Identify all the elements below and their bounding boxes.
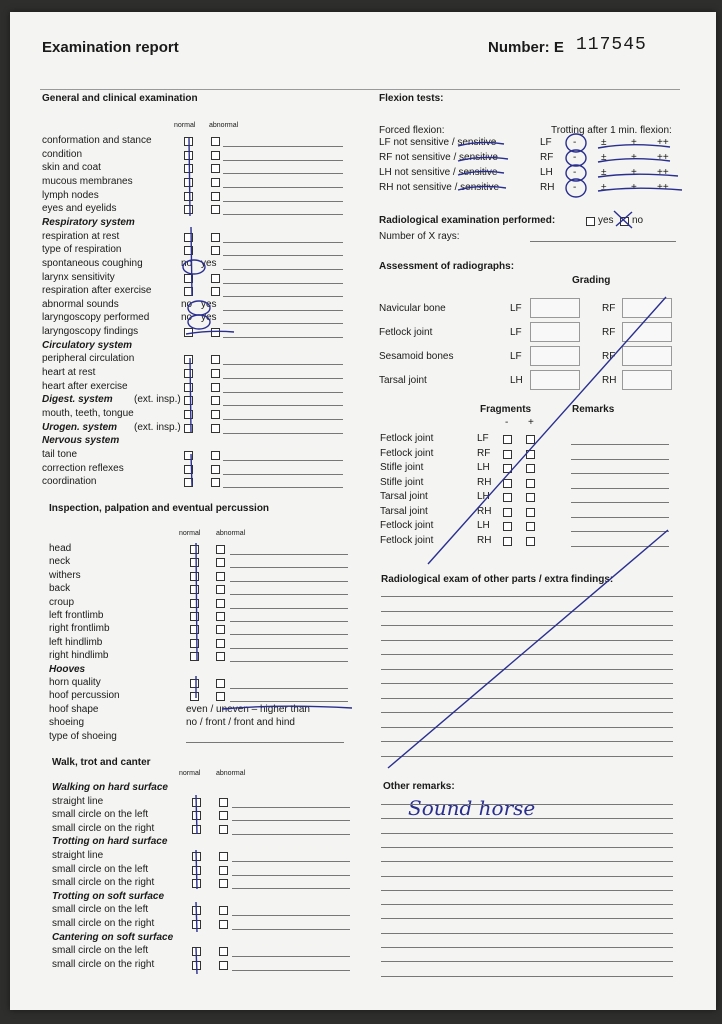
pen-tick-canter (196, 948, 197, 974)
general-row-label: coordination (42, 476, 97, 488)
general-row-label: heart at rest (42, 367, 96, 379)
fragment-row-leg: LH (477, 462, 490, 473)
inspection-row-label: Hooves (49, 663, 86, 675)
assessment-heading: Assessment of radiographs: (379, 261, 515, 272)
flexion-grade[interactable]: - (573, 167, 577, 178)
inspection-row-label: horn quality (49, 677, 101, 688)
inspection-row-label: hoof shape (49, 703, 99, 715)
walk-row-label: Trotting on soft surface (52, 890, 165, 902)
assessment-left-leg: LF (510, 351, 522, 362)
walk-col-normal: normal (179, 770, 201, 777)
assessment-right-leg: RF (602, 303, 616, 314)
flexion-row-leg: LH (540, 167, 553, 178)
options-text: no / front / front and hind (186, 717, 295, 729)
fragments-minus-label: - (505, 417, 509, 428)
fragment-row-label: Fetlock joint (380, 520, 434, 531)
flexion-grade[interactable]: + (631, 137, 637, 148)
pen-tick-general (189, 138, 190, 216)
inspection-row-label: back (49, 583, 71, 595)
pen-circle-laryngoscopy (188, 315, 210, 329)
flexion-grade[interactable]: ++ (657, 167, 669, 178)
inspection-col-normal: normal (179, 530, 201, 537)
report-number-label: Number: E (488, 39, 564, 56)
report-number: 117545 (576, 35, 647, 55)
fragment-row-label: Stifle joint (380, 476, 424, 488)
general-row-label: Respiratory system (42, 216, 135, 228)
general-row-label: conformation and stance (42, 135, 152, 146)
walk-row-label: small circle on the right (52, 918, 155, 929)
walk-row-label: small circle on the right (52, 822, 155, 834)
inspection-col-abnormal: abnormal (216, 530, 246, 537)
pen-tick-walking (196, 795, 197, 834)
answer-no[interactable]: no (181, 312, 193, 324)
inspection-row-label: right frontlimb (49, 623, 110, 635)
general-row-label: tail tone (42, 448, 78, 460)
walk-row-label: straight line (52, 795, 104, 807)
radiological-no-label: no (632, 215, 644, 226)
trotting-flexion-label: Trotting after 1 min. flexion: (551, 125, 672, 136)
assessment-left-leg: LH (510, 375, 523, 386)
pen-tick-circulatory (190, 358, 191, 432)
other-parts-heading: Radiological exam of other parts / extra findings: (381, 574, 614, 585)
flexion-grade[interactable]: ± (601, 167, 607, 178)
general-heading: General and clinical examination (42, 93, 198, 104)
flexion-grade[interactable]: + (631, 167, 637, 178)
pen-circle-sounds (188, 301, 210, 315)
general-row-label: laryngoscopy findings (42, 326, 139, 338)
report-sheet (10, 12, 716, 1010)
flexion-row-leg: RF (540, 152, 554, 163)
flexion-grade[interactable]: + (631, 182, 637, 193)
general-row-label: Circulatory system (42, 339, 133, 351)
pen-marks (10, 12, 716, 1010)
fragment-row-label: Fetlock joint (380, 433, 434, 444)
general-row-label: respiration at rest (42, 230, 120, 242)
inspection-row-label: shoeing (49, 717, 85, 729)
inspection-row-label: left hindlimb (49, 636, 103, 648)
general-row-label: condition (42, 148, 83, 160)
assessment-left-leg: LF (510, 303, 522, 314)
assessment-left-leg: LF (510, 327, 522, 338)
remarks-heading: Remarks (572, 404, 615, 415)
answer-yes[interactable]: yes (201, 312, 217, 324)
general-row-label: correction reflexes (42, 462, 124, 474)
pen-tick-soft (196, 902, 197, 932)
answer-yes[interactable]: yes (201, 257, 217, 269)
general-row-extra: (ext. insp.) (134, 394, 181, 406)
assessment-row-label: Navicular bone (379, 303, 446, 314)
inspection-row-label: type of shoeing (49, 730, 117, 742)
general-row-label: Urogen. system (42, 421, 118, 433)
inspection-row-label: head (49, 543, 72, 554)
walk-row-label: small circle on the left (52, 809, 149, 821)
inspection-row-label: right hindlimb (49, 650, 109, 662)
walk-row-label: small circle on the left (52, 863, 149, 875)
general-col-normal: normal (174, 122, 196, 129)
options-text: even / uneven – higher than (186, 703, 310, 715)
walk-row-label: small circle on the right (52, 877, 155, 889)
fragment-row-leg: RF (477, 447, 491, 459)
general-row-label: lymph nodes (42, 189, 99, 201)
general-row-label: Nervous system (42, 435, 120, 447)
general-row-label: Digest. system (42, 394, 113, 406)
fragment-row-leg: LH (477, 491, 490, 502)
pen-circle-coughing (181, 257, 205, 274)
general-row-label: respiration after exercise (42, 285, 152, 297)
walk-row-label: Cantering on soft surface (52, 931, 174, 943)
flexion-grade[interactable]: - (573, 137, 577, 148)
flexion-heading: Flexion tests: (379, 93, 444, 104)
general-row-label: skin and coat (42, 162, 101, 174)
flexion-grade[interactable]: ± (601, 182, 607, 193)
inspection-row-label: hoof percussion (49, 690, 120, 702)
fragment-row-label: Fetlock joint (380, 447, 434, 459)
flexion-row-label: RF not sensitive / sensitive (379, 152, 498, 163)
pen-strike-hoofshape (222, 706, 352, 709)
pen-tick-inspection (196, 543, 197, 660)
flexion-grade[interactable]: - (573, 152, 577, 163)
pen-tick-nervous (191, 454, 192, 486)
flexion-grade[interactable]: ± (601, 152, 607, 163)
flexion-row-label: RH not sensitive / sensitive (379, 182, 500, 193)
flexion-grade[interactable]: - (573, 182, 577, 193)
forced-flexion-label: Forced flexion: (379, 125, 445, 136)
radiological-yes-label: yes (598, 215, 614, 226)
walk-col-abnormal: abnormal (216, 770, 246, 777)
general-row-label: mouth, teeth, tongue (42, 408, 134, 419)
fragment-row-leg: RH (477, 505, 492, 517)
fragment-row-leg: RH (477, 476, 492, 488)
general-row-label: larynx sensitivity (42, 271, 115, 283)
grading-label: Grading (572, 275, 611, 286)
pen-tick-respiratory (191, 227, 192, 296)
report-title: Examination report (42, 39, 179, 56)
flexion-row-leg: LF (540, 137, 552, 148)
xrays-label: Number of X rays: (379, 231, 460, 242)
walk-row-label: small circle on the left (52, 945, 149, 957)
pen-cancel-assessment (428, 297, 666, 564)
assessment-row-label: Fetlock joint (379, 327, 433, 338)
walk-row-label: Trotting on hard surface (52, 836, 168, 848)
fragments-heading: Fragments (480, 404, 532, 415)
walk-row-label: straight line (52, 850, 104, 861)
assessment-right-leg: RF (602, 327, 616, 338)
flexion-grade[interactable]: ++ (657, 137, 669, 148)
fragment-row-label: Fetlock joint (380, 534, 434, 546)
pen-strike-findings (186, 331, 234, 334)
general-row-label: spontaneous coughing (42, 257, 143, 269)
inspection-row-label: withers (49, 569, 81, 581)
inspection-row-label: neck (49, 556, 71, 568)
general-row-label: laryngoscopy performed (42, 312, 150, 324)
flexion-grade[interactable]: ++ (657, 182, 669, 193)
answer-no[interactable]: no (181, 257, 193, 269)
fragment-row-leg: LH (477, 520, 490, 531)
assessment-row-label: Sesamoid bones (379, 351, 454, 362)
fragment-row-label: Tarsal joint (380, 491, 428, 502)
walk-row-label: Walking on hard surface (52, 782, 168, 793)
pen-cancel-other-parts (388, 530, 668, 768)
flexion-grade[interactable]: ± (601, 137, 607, 148)
fragment-row-leg: LF (477, 433, 489, 444)
general-row-label: mucous membranes (42, 175, 133, 187)
inspection-row-label: croup (49, 596, 75, 608)
fragments-plus-label: + (528, 417, 534, 428)
pen-tick-trotting (196, 850, 197, 889)
general-col-abnormal: abnormal (209, 122, 239, 129)
general-row-extra: (ext. insp.) (134, 421, 181, 433)
flexion-row-label: LH not sensitive / sensitive (379, 167, 498, 178)
flexion-row-label: LF not sensitive / sensitive (379, 137, 497, 148)
answer-yes[interactable]: yes (201, 298, 217, 310)
general-row-label: peripheral circulation (42, 353, 135, 365)
flexion-row-leg: RH (540, 182, 555, 193)
fragment-row-label: Stifle joint (380, 462, 424, 473)
assessment-right-leg: RH (602, 375, 617, 386)
radiological-performed-label: Radiological examination performed: (379, 215, 556, 226)
general-row-label: abnormal sounds (42, 298, 119, 310)
other-remarks-heading: Other remarks: (383, 781, 455, 792)
fragment-row-label: Tarsal joint (380, 505, 428, 517)
handwritten-remark: Sound horse (408, 796, 536, 820)
walk-row-label: small circle on the left (52, 904, 149, 916)
fragment-row-leg: RH (477, 534, 492, 546)
general-row-label: heart after exercise (42, 380, 128, 392)
general-row-label: eyes and eyelids (42, 203, 117, 215)
general-row-label: type of respiration (42, 244, 122, 256)
flexion-grade[interactable]: ++ (657, 152, 669, 163)
walk-heading: Walk, trot and canter (52, 757, 151, 768)
walk-row-label: small circle on the right (52, 958, 155, 970)
inspection-heading: Inspection, palpation and eventual percussion (49, 503, 270, 514)
inspection-row-label: left frontlimb (49, 610, 104, 621)
assessment-row-label: Tarsal joint (379, 375, 427, 386)
answer-no[interactable]: no (181, 298, 193, 310)
assessment-right-leg: RF (602, 351, 616, 362)
flexion-grade[interactable]: + (631, 152, 637, 163)
